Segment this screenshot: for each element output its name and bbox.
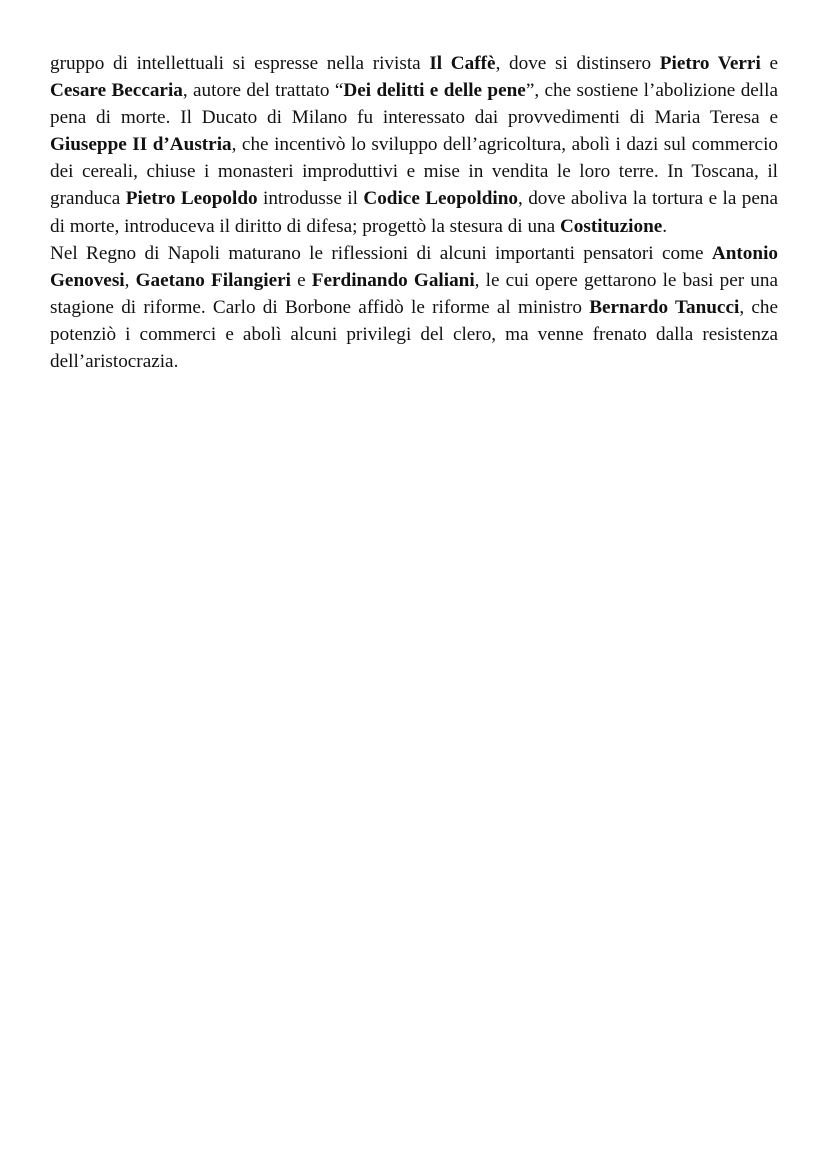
bold-term: Dei delitti e delle pene — [343, 80, 526, 102]
text-run: gruppo di intellettuali si espresse nella rivista — [50, 53, 430, 74]
text-run: , autore del trattato “ — [182, 80, 344, 102]
bold-term: Bernardo Tanucci — [589, 296, 740, 318]
text-run: Nel Regno di Napoli maturano le riflessioni di alcuni importanti pensatori come — [50, 242, 712, 264]
bold-term: Pietro Leopoldo — [125, 188, 258, 210]
paragraph-naples — [50, 240, 778, 375]
bold-term: Giuseppe II d’Austria — [50, 134, 232, 156]
bold-term: Pietro Verri — [659, 53, 761, 74]
text-run: , dove aboliva la tortura e la pena di morte, introduceva il diritto di difesa; progettò la stesura di una — [50, 188, 778, 237]
text-run: e — [290, 269, 312, 291]
text-run: ”, che sostiene l’abolizione della pena di morte. Il Ducato di Milano fu interessato dai provvedimenti di Maria Teresa e — [50, 80, 778, 129]
bold-term: Codice Leopoldino — [363, 188, 519, 210]
text-run: , che incentivò lo sviluppo dell’agricoltura, abolì i dazi sul commercio dei cereali, chiuse i monasteri improduttivi e mise in vendita le loro terre. In Toscana, il granduca — [50, 134, 779, 210]
bold-term: Gaetano Filangieri — [135, 269, 291, 291]
bold-term: Costituzione — [559, 215, 663, 237]
bold-term: Antonio Genovesi — [50, 242, 778, 291]
bold-term: Il Caffè — [429, 53, 496, 74]
body-text — [50, 50, 778, 375]
text-run: . — [662, 215, 668, 237]
text-run: introdusse il — [257, 188, 364, 210]
text-run: , dove si distinsero — [495, 53, 660, 74]
text-run: e — [760, 53, 778, 74]
bold-term: Cesare Beccaria — [50, 80, 183, 102]
text-run: , — [124, 269, 136, 291]
text-run: , che potenziò i commerci e abolì alcuni privilegi del clero, ma venne frenato dalla resistenza dell’aristocrazia. — [50, 296, 778, 373]
paragraph-milan-tuscany — [50, 50, 778, 240]
text-run: , le cui opere gettarono le basi per una stagione di riforme. Carlo di Borbone affidò le riforme al ministro — [50, 269, 778, 318]
bold-term: Ferdinando Galiani — [311, 269, 475, 291]
